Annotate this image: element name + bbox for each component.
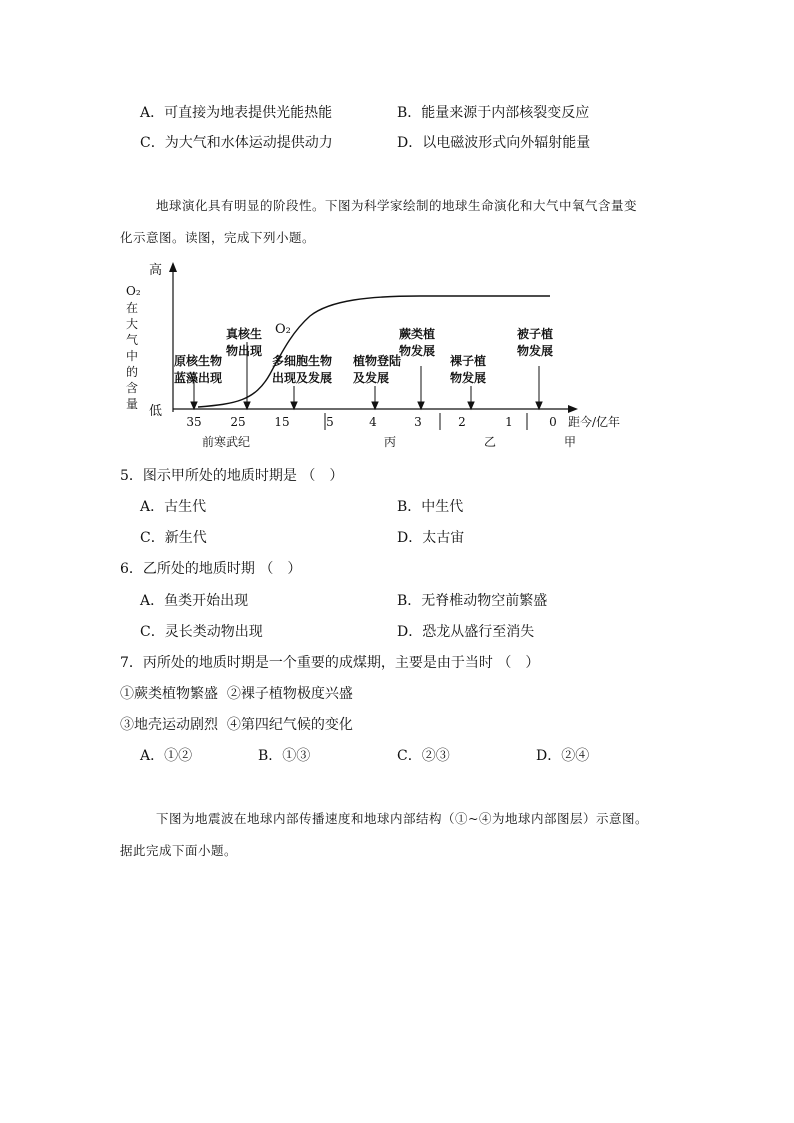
question-6-stem: 6．乙所处的地质时期 （ ） xyxy=(120,561,302,577)
y-axis-arrow xyxy=(169,262,177,272)
y-title-char: 的 xyxy=(126,365,139,379)
event-gymnosperms-line1: 裸子植 xyxy=(450,354,487,368)
event-arrowhead xyxy=(468,402,474,409)
event-eukaryote-line1: 真核生 xyxy=(226,327,263,341)
y-title-char: 含 xyxy=(126,381,139,395)
event-prokaryote-line1: 原核生物 xyxy=(174,354,223,368)
y-axis-low-label: 低 xyxy=(149,404,163,419)
x-axis-unit: 距今/亿年 xyxy=(568,415,621,429)
tick-label: 0 xyxy=(549,415,557,429)
tick-label: 2 xyxy=(458,415,466,429)
q6-option-c: C．灵长类动物出现 xyxy=(140,624,263,640)
event-arrowhead xyxy=(372,402,378,409)
era-label-bing: 丙 xyxy=(383,435,397,449)
y-title-char: O₂ xyxy=(126,284,141,298)
q6-option-d: D．恐龙从盛行至消失 xyxy=(397,624,535,640)
option-a: A．可直接为地表提供光能热能 xyxy=(140,105,333,121)
question-5-stem: 5．图示甲所处的地质时期是 （ ） xyxy=(120,468,344,484)
event-gymnosperms-line2: 物发展 xyxy=(450,371,487,385)
question-7-stem: 7．丙所处的地质时期是一个重要的成煤期，主要是由于当时 （ ） xyxy=(120,655,540,671)
y-title-char: 大 xyxy=(126,317,139,331)
event-eukaryote-line2: 物出现 xyxy=(226,344,263,358)
era-label-jia: 甲 xyxy=(563,435,577,449)
option-c: C．为大气和水体运动提供动力 xyxy=(140,135,333,151)
event-ferns-line2: 物发展 xyxy=(399,344,436,358)
q5-option-d: D．太古宙 xyxy=(397,530,465,546)
era-label-yi: 乙 xyxy=(483,435,497,449)
y-title-char: 中 xyxy=(126,349,139,363)
q6-option-b: B．无脊椎动物空前繁盛 xyxy=(397,593,548,609)
o2-curve-label: O₂ xyxy=(275,322,291,337)
option-d: D．以电磁波形式向外辐射能量 xyxy=(397,135,591,151)
q7-option-b: B．①③ xyxy=(258,748,311,764)
y-axis-title xyxy=(126,284,141,411)
event-arrowhead xyxy=(418,402,424,409)
q7-option-a: A．①② xyxy=(140,748,193,764)
event-multicellular-line2: 出现及发展 xyxy=(272,371,333,385)
event-ferns-line1: 蕨类植 xyxy=(399,327,436,341)
event-angiosperms-line1: 被子植 xyxy=(517,327,554,341)
event-arrowhead xyxy=(191,402,197,409)
q7-statements-line: ③地壳运动剧烈 ④第四纪气候的变化 xyxy=(120,717,353,733)
event-angiosperms-line2: 物发展 xyxy=(517,344,554,358)
event-multicellular-line1: 多细胞生物 xyxy=(272,354,333,368)
q7-statements-line: ①蕨类植物繁盛 ②裸子植物极度兴盛 xyxy=(120,686,353,702)
tick-label: 4 xyxy=(369,415,377,429)
era-label-precambrian: 前寒武纪 xyxy=(201,435,251,449)
tick-label: 35 xyxy=(186,415,202,429)
intro-paragraph-line: 化示意图。读图，完成下列小题。 xyxy=(120,230,316,245)
event-land-plants-line1: 植物登陆 xyxy=(353,354,402,368)
tick-label: 15 xyxy=(274,415,290,429)
o2-evolution-figure xyxy=(120,256,650,456)
q7-option-c: C．②③ xyxy=(397,748,450,764)
q7-option-d: D．②④ xyxy=(536,748,590,764)
event-arrowhead xyxy=(536,402,542,409)
y-title-char: 在 xyxy=(126,301,139,315)
intro-paragraph-line: 据此完成下面小题。 xyxy=(120,843,238,858)
y-axis-high-label: 高 xyxy=(149,263,163,278)
event-arrowhead xyxy=(291,402,297,409)
tick-label: 1 xyxy=(505,415,513,429)
q6-option-a: A．鱼类开始出现 xyxy=(140,593,249,609)
x-axis-arrow xyxy=(568,405,578,413)
option-b: B．能量来源于内部核裂变反应 xyxy=(397,105,590,121)
intro-paragraph-line: 下图为地震波在地球内部传播速度和地球内部结构（①~④为地球内部图层）示意图。 xyxy=(156,811,648,826)
y-title-char: 量 xyxy=(126,397,139,411)
event-land-plants-line2: 及发展 xyxy=(353,371,390,385)
tick-label: 25 xyxy=(230,415,246,429)
q5-option-a: A．古生代 xyxy=(140,499,207,515)
y-title-char: 气 xyxy=(126,333,139,347)
event-arrowhead xyxy=(244,402,250,409)
intro-paragraph-line: 地球演化具有明显的阶段性。下图为科学家绘制的地球生命演化和大气中氧气含量变 xyxy=(156,198,638,213)
tick-label: 5 xyxy=(326,415,334,429)
event-prokaryote-line2: 蓝藻出现 xyxy=(174,371,223,385)
tick-label: 3 xyxy=(414,415,422,429)
q5-option-b: B．中生代 xyxy=(397,499,464,515)
q5-option-c: C．新生代 xyxy=(140,530,207,546)
